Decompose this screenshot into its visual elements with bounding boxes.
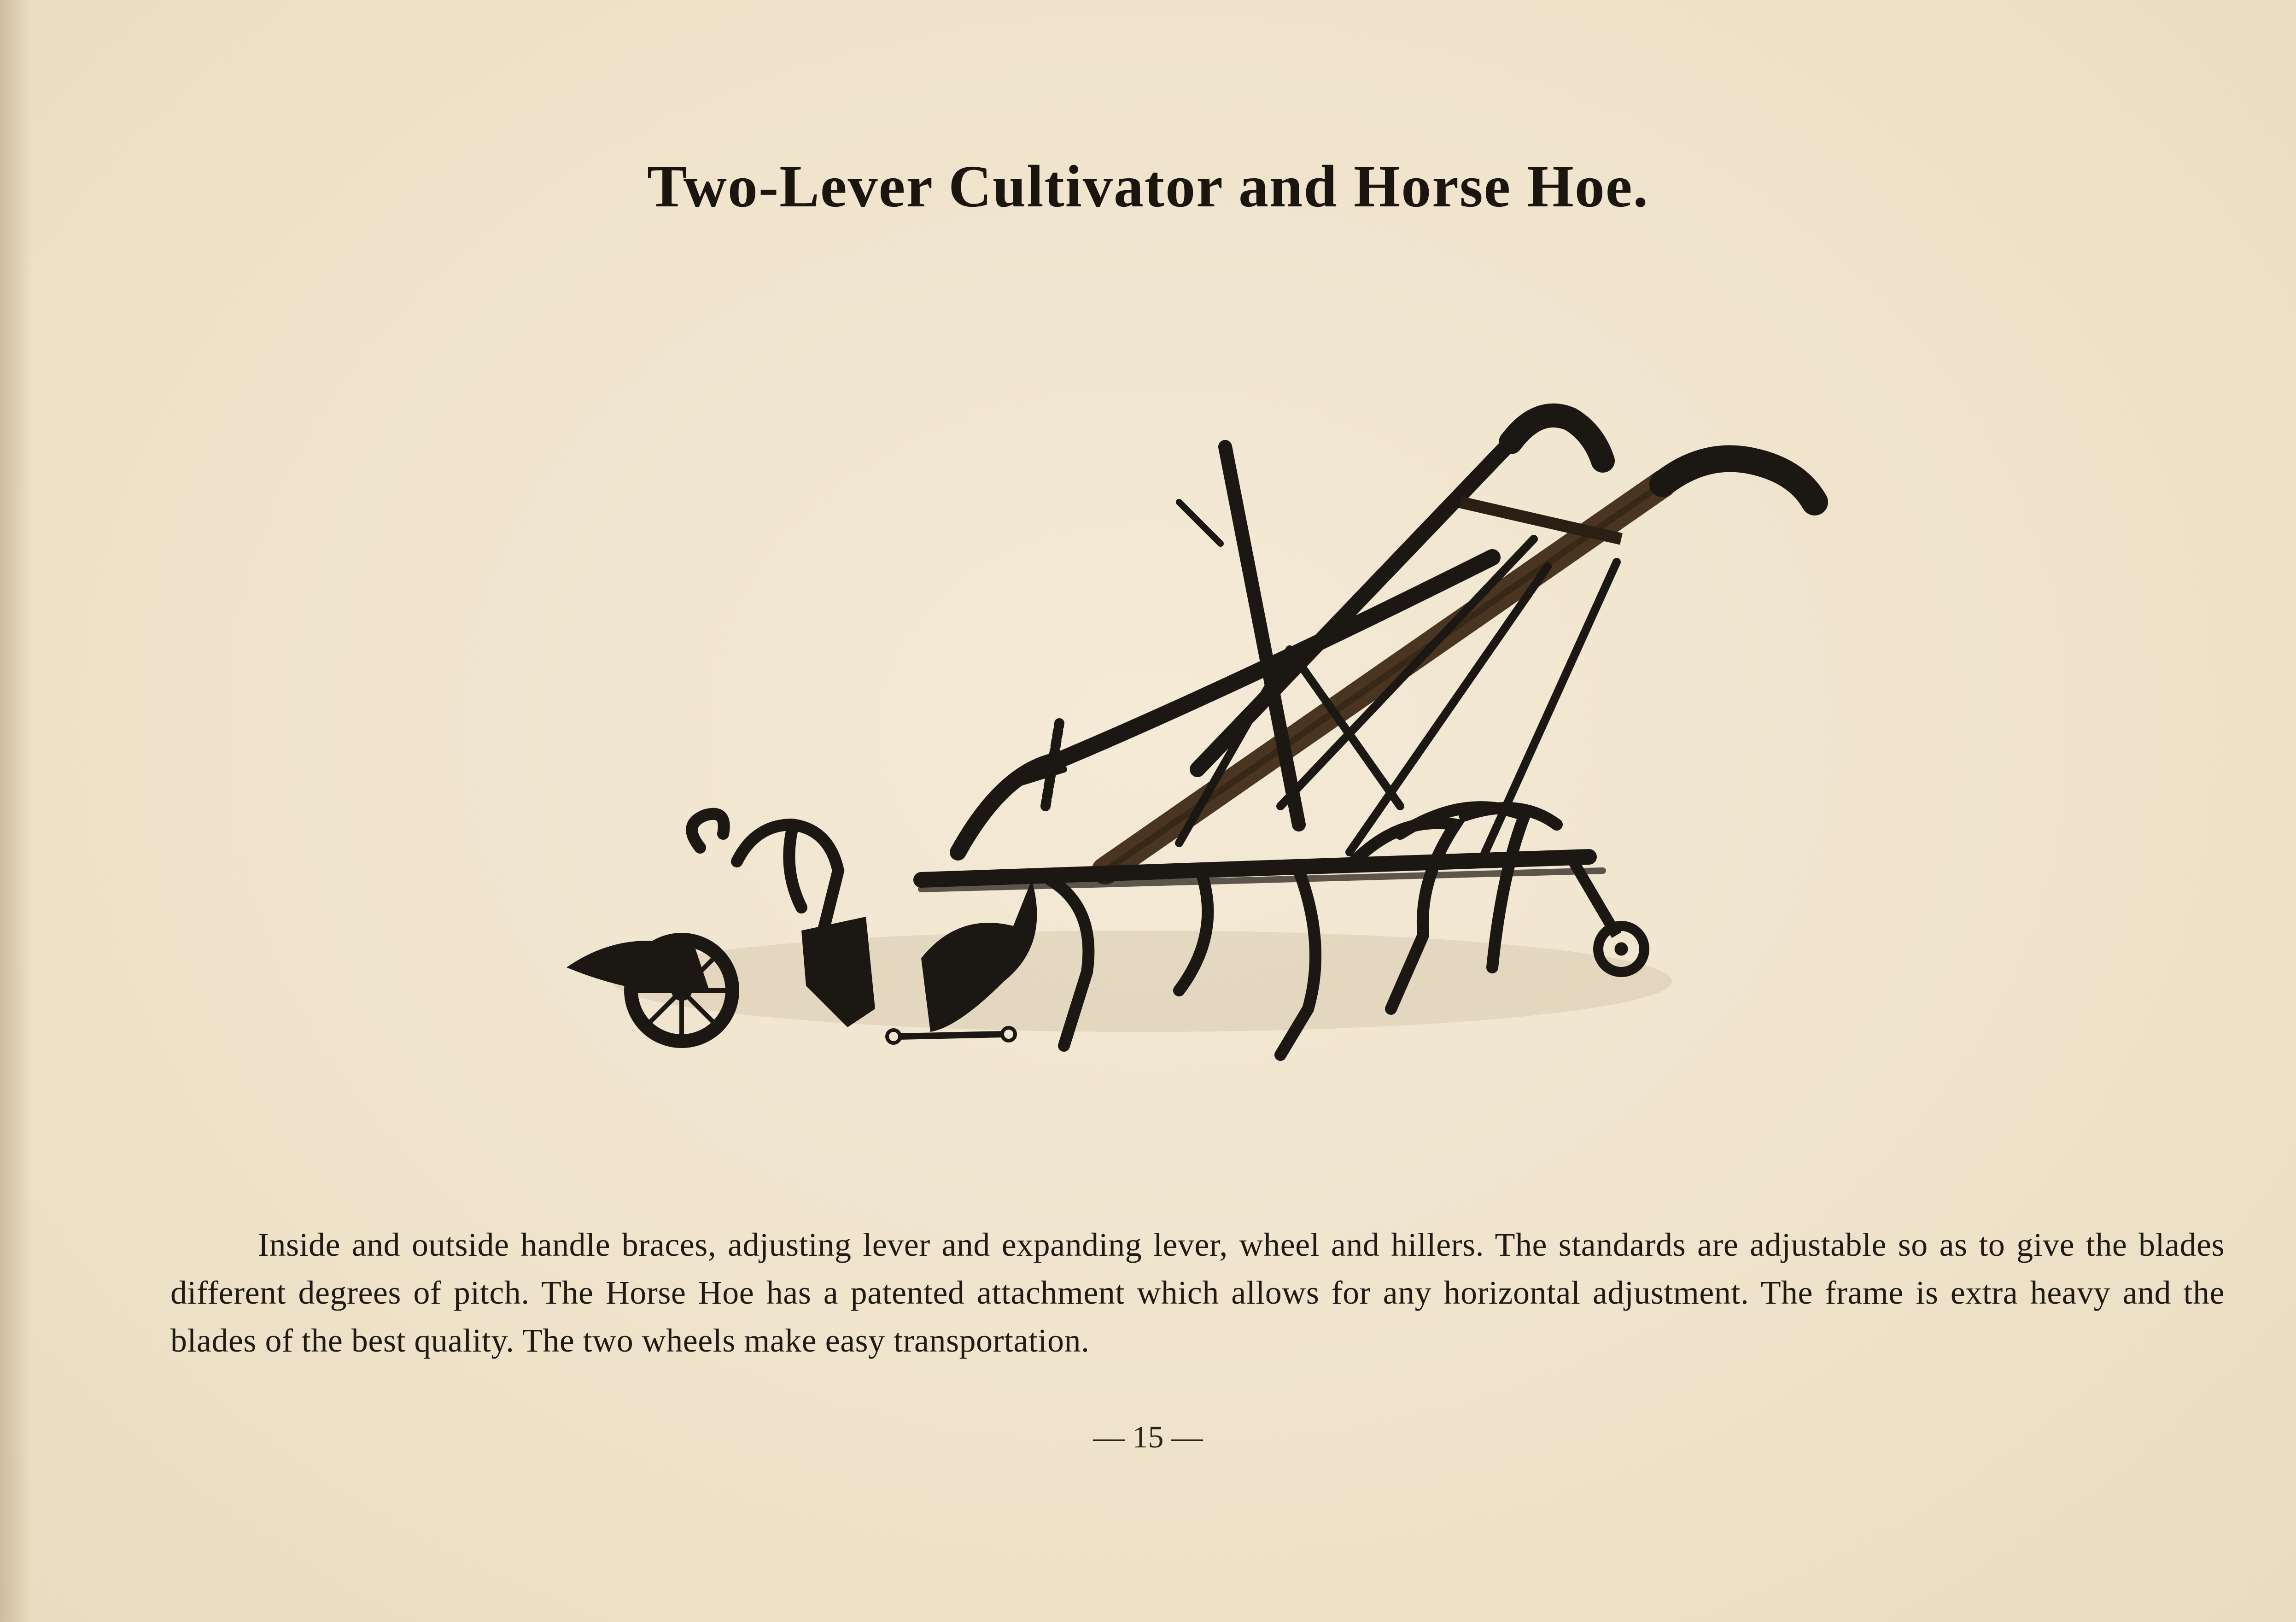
expanding-lever bbox=[958, 557, 1492, 852]
horse-hoe-cultivator-illustration bbox=[543, 392, 1861, 1083]
handle-braces bbox=[1179, 539, 1617, 857]
description-paragraph: Inside and outside handle braces, adjusting lever and expanding lever, wheel and hillers. The standards are adjustable so as to give the blades different degrees of pitch. The Horse Hoe has a patented attachment which allows for any horizontal adjustment. The frame is extra heavy and the blades of the best quality. The two wheels make easy transportation. bbox=[170, 1226, 2225, 1359]
page-number: — 15 — bbox=[1093, 1419, 1203, 1454]
wrench bbox=[887, 1028, 1015, 1043]
clevis-hook bbox=[692, 814, 838, 944]
binding-shadow bbox=[0, 0, 32, 1622]
front-hiller bbox=[567, 941, 709, 992]
ground-shadow bbox=[613, 931, 1672, 1032]
page-title: Two-Lever Cultivator and Horse Hoe. bbox=[647, 153, 1649, 220]
